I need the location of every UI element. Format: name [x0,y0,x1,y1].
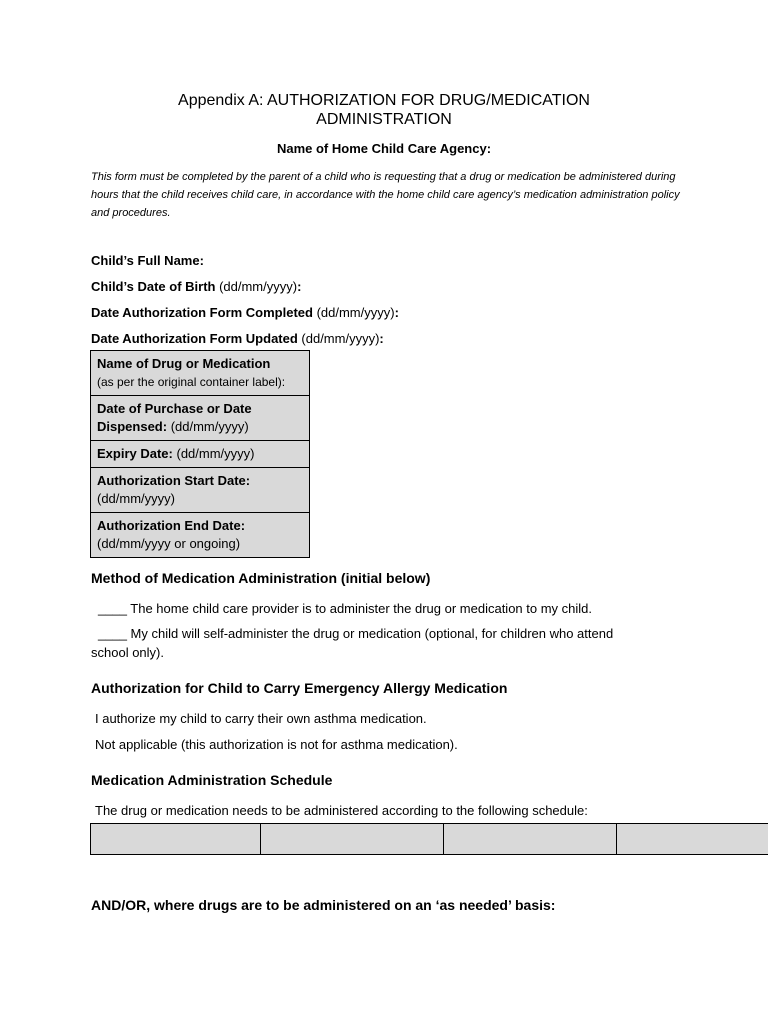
child-name-label: Child’s Full Name [91,253,200,268]
table-row [91,824,768,855]
dob-format: (dd/mm/yyyy) [215,279,298,294]
date-updated-colon: : [379,331,384,346]
form-title [0,91,768,129]
date-updated-field [91,331,384,347]
agency-name-label: Name of Home Child Care Agency: [276,141,492,156]
start-date-format: (dd/mm/yyyy) [97,491,175,506]
end-date-cell[interactable] [91,513,310,558]
intro-paragraph: This form must be completed by the parent of a child who is requesting that a drug or medication be administered during hours that the child receives child care, in accordance with the home child care agency’s medication administration policy and procedures. [91,171,680,219]
drug-name-note: (as per the original container label): [97,375,286,389]
start-date-cell[interactable] [91,468,310,513]
expiry-date-cell[interactable] [91,441,310,468]
end-date-format: (dd/mm/yyyy or ongoing) [97,536,241,551]
schedule-cell-3[interactable] [444,824,617,855]
allergy-authorize-line[interactable]: I authorize my child to carry their own asthma medication. [95,711,427,726]
drug-name-label: Name of Drug or Medication [97,356,271,371]
schedule-cell-2[interactable] [261,824,444,855]
expiry-date-format: (dd/mm/yyyy) [172,446,255,461]
table-row [91,513,310,558]
method-heading: Method of Medication Administration (initial below) [91,570,431,586]
dob-field [91,279,301,295]
purchase-date-label: Date of Purchase or Date Dispensed: [97,401,252,434]
schedule-cell-4[interactable] [617,824,768,855]
title-prefix: Appendix A: [178,92,264,109]
title-line-2: ADMINISTRATION [316,111,452,128]
start-date-label: Authorization Start Date: [97,473,251,488]
allergy-heading: Authorization for Child to Carry Emergency Allergy Medication [91,680,508,696]
allergy-not-applicable-line[interactable]: Not applicable (this authorization is not for asthma medication). [95,737,458,752]
expiry-date-label: Expiry Date: [97,446,173,461]
table-row [91,441,310,468]
date-updated-label: Date Authorization Form Updated [91,331,298,346]
purchase-date-format: (dd/mm/yyyy) [167,419,249,434]
title-line-1: AUTHORIZATION FOR DRUG/MEDICATION [267,92,590,109]
table-row [91,396,310,441]
end-date-label: Authorization End Date: [97,518,246,533]
table-row [91,351,310,396]
child-name-colon: : [199,253,204,268]
table-row [91,468,310,513]
method-option-provider[interactable]: ____ The home child care provider is to administer the drug or medication to my child. [98,601,593,616]
date-completed-format: (dd/mm/yyyy) [312,305,395,320]
method-option-self-line-2: school only). [91,645,164,660]
drug-name-cell[interactable] [91,351,310,396]
schedule-table [90,823,768,855]
purchase-date-cell[interactable] [91,396,310,441]
dob-colon: : [297,279,302,294]
dob-label: Child’s Date of Birth [91,279,216,294]
schedule-cell-1[interactable] [91,824,261,855]
method-option-self-line-1[interactable]: ____ My child will self-administer the drug or medication (optional, for children who attend [98,626,614,641]
schedule-text: The drug or medication needs to be administered according to the following schedule: [95,803,588,818]
date-completed-colon: : [394,305,399,320]
date-completed-field [91,305,399,321]
medication-info-table [90,350,310,558]
schedule-heading: Medication Administration Schedule [91,772,333,788]
date-completed-label: Date Authorization Form Completed [91,305,313,320]
date-updated-format: (dd/mm/yyyy) [297,331,380,346]
child-name-field [91,253,204,269]
as-needed-heading: AND/OR, where drugs are to be administered on an ‘as needed’ basis: [91,897,556,913]
